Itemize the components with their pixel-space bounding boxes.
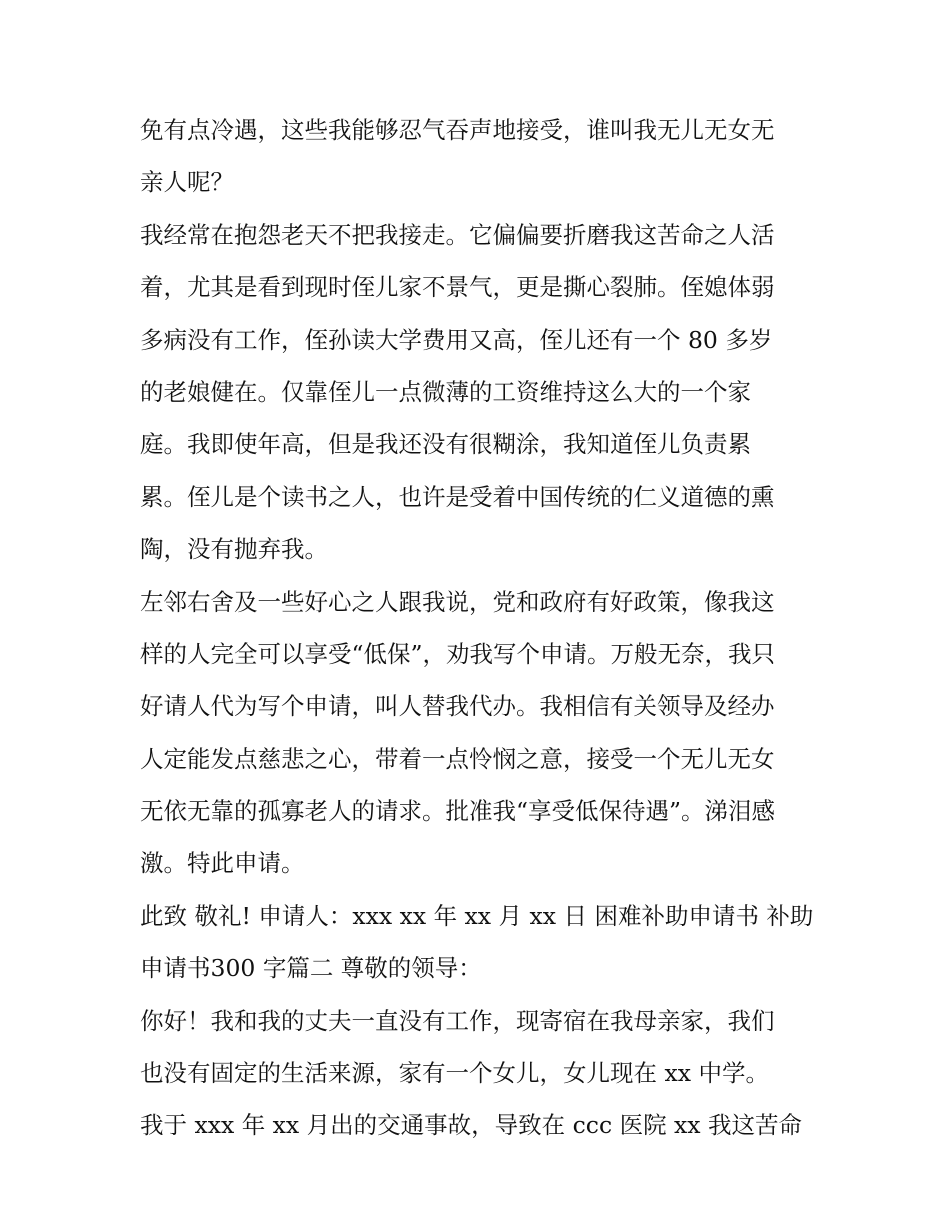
text-line: 无依无靠的孤寡老人的请求。批准我“享受低保待遇”。涕泪感 — [140, 797, 776, 826]
text-line: 样的人完全可以享受“低保”，劝我写个申请。万般无奈，我只 — [140, 639, 776, 668]
text-line: 我经常在抱怨老天不把我接走。它偏偏要折磨我这苦命之人活 — [140, 220, 775, 249]
text-line: 多病没有工作，侄孙读大学费用又高，侄儿还有一个 80 多岁 — [140, 325, 773, 354]
text-line: 的老娘健在。仅靠侄儿一点微薄的工资维持这么大的一个家 — [140, 377, 751, 406]
text-line: 着，尤其是看到现时侄儿家不景气，更是撕心裂肺。侄媳体弱 — [140, 273, 775, 302]
document-body — [140, 104, 820, 1152]
text-line: 此致 敬礼! 申请人：xxx xx 年 xx 月 xx 日 困难补助申请书 补助 — [140, 901, 814, 930]
text-line: 免有点冷遇，这些我能够忍气吞声地接受，谁叫我无儿无女无 — [140, 116, 775, 144]
text-line: 好请人代为写个申请，叫人替我代办。我相信有关领导及经办 — [140, 692, 775, 721]
text-line: 也没有固定的生活来源，家有一个女儿，女儿现在 xx 中学。 — [140, 1059, 769, 1088]
text-line: 左邻右舍及一些好心之人跟我说，党和政府有好政策，像我这 — [140, 587, 775, 616]
text-line: 我于 xxx 年 xx 月出的交通事故，导致在 ccc 医院 xx 我这苦命 — [140, 1111, 803, 1140]
text-line: 陶，没有抛弃我。 — [140, 535, 328, 564]
text-line: 激。特此申请。 — [140, 849, 305, 878]
text-line: 亲人呢？ — [140, 168, 234, 197]
text-line: 你好！我和我的丈夫一直没有工作，现寄宿在我母亲家，我们 — [140, 1006, 775, 1035]
text-line: 人定能发点慈悲之心，带着一点怜悯之意，接受一个无儿无女 — [140, 744, 775, 773]
text-line: 累。侄儿是个读书之人，也许是受着中国传统的仁义道德的熏 — [140, 482, 775, 511]
text-line: 申请书300 字篇二 尊敬的领导： — [140, 954, 482, 983]
text-line: 庭。我即使年高，但是我还没有很糊涂，我知道侄儿负责累 — [140, 430, 751, 459]
